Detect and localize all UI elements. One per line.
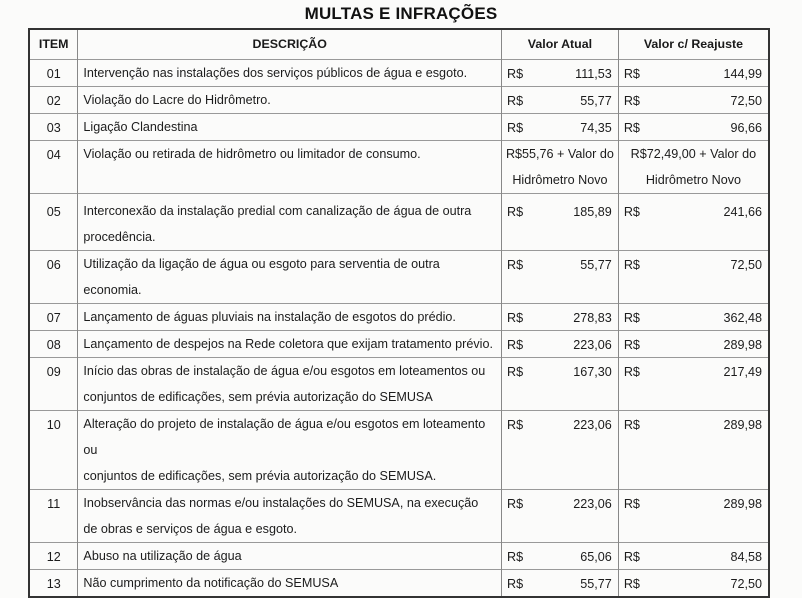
- currency-symbol: R$: [623, 204, 640, 219]
- table-row: [29, 113, 769, 140]
- item-description-cont: de obras e serviços de água e esgoto.: [83, 521, 297, 536]
- item-number: 03: [29, 113, 78, 140]
- item-description: Inobservância das normas e/ou instalações do SEMUSA, na execução: [83, 495, 479, 510]
- valor-atual-note: Hidrômetro Novo: [512, 172, 608, 187]
- currency-symbol: R$: [623, 496, 640, 511]
- valor-reajuste: 72,50: [730, 257, 762, 272]
- document-title: MULTAS E INFRAÇÕES: [304, 4, 498, 23]
- valor-atual: 278,83: [573, 310, 612, 325]
- currency-symbol: R$: [623, 93, 640, 108]
- header-valor-reajuste: Valor c/ Reajuste: [618, 29, 769, 59]
- item-number: 07: [29, 303, 78, 330]
- currency-symbol: R$: [623, 417, 640, 432]
- currency-symbol: R$: [623, 257, 640, 272]
- currency-symbol: R$: [623, 549, 640, 564]
- item-description: Alteração do projeto de instalação de água e/ou esgotos em loteamento ou: [83, 416, 486, 457]
- currency-symbol: R$: [623, 310, 640, 325]
- item-description: Lançamento de águas pluviais na instalação de esgotos do prédio.: [83, 309, 456, 324]
- item-number: 10: [29, 410, 78, 489]
- table-row: [29, 569, 769, 597]
- valor-atual-note: R$55,76 + Valor do: [505, 146, 614, 161]
- valor-atual: 65,06: [580, 549, 612, 564]
- item-description: Violação do Lacre do Hidrômetro.: [83, 92, 271, 107]
- valor-atual: 55,77: [580, 93, 612, 108]
- table-row: [29, 330, 769, 357]
- item-description-cont: procedência.: [83, 229, 156, 244]
- item-number: 05: [29, 193, 78, 250]
- valor-atual: 167,30: [573, 364, 612, 379]
- table-header-row: [29, 29, 769, 59]
- valor-atual: 223,06: [573, 496, 612, 511]
- item-description: Interconexão da instalação predial com canalização de água de outra: [83, 203, 472, 218]
- item-number: 01: [29, 59, 78, 86]
- header-item: ITEM: [29, 29, 78, 59]
- table-row: [29, 357, 769, 410]
- item-description: Abuso na utilização de água: [83, 548, 242, 563]
- currency-symbol: R$: [507, 66, 524, 81]
- item-description-cont: conjuntos de edificações, sem prévia autorização do SEMUSA.: [83, 468, 437, 483]
- currency-symbol: R$: [623, 364, 640, 379]
- valor-reajuste-note: Hidrômetro Novo: [645, 172, 741, 187]
- table-row: [29, 303, 769, 330]
- valor-reajuste: 217,49: [723, 364, 762, 379]
- valor-reajuste: 72,50: [730, 93, 762, 108]
- currency-symbol: R$: [507, 257, 524, 272]
- currency-symbol: R$: [507, 576, 524, 591]
- valor-atual: 223,06: [573, 417, 612, 432]
- item-description: Intervenção nas instalações dos serviços públicos de água e esgoto.: [83, 65, 468, 80]
- table-row: [29, 542, 769, 569]
- table-row: [29, 140, 769, 193]
- item-number: 12: [29, 542, 78, 569]
- valor-reajuste-note: R$72,49,00 + Valor do: [630, 146, 757, 161]
- item-description: Ligação Clandestina: [83, 119, 198, 134]
- table-row: [29, 86, 769, 113]
- currency-symbol: R$: [507, 93, 524, 108]
- table-row: [29, 193, 769, 250]
- currency-symbol: R$: [507, 120, 524, 135]
- header-valor-atual: Valor Atual: [502, 29, 619, 59]
- currency-symbol: R$: [507, 204, 524, 219]
- currency-symbol: R$: [507, 417, 524, 432]
- valor-atual: 111,53: [575, 66, 612, 81]
- table-row: [29, 489, 769, 542]
- item-number: 04: [29, 140, 78, 193]
- valor-atual: 185,89: [573, 204, 612, 219]
- valor-reajuste: 289,98: [723, 417, 762, 432]
- currency-symbol: R$: [623, 66, 640, 81]
- item-description: Utilização da ligação de água ou esgoto para serventia de outra economia.: [83, 256, 440, 297]
- currency-symbol: R$: [507, 337, 524, 352]
- table-row: [29, 59, 769, 86]
- valor-reajuste: 84,58: [730, 549, 762, 564]
- valor-reajuste: 96,66: [730, 120, 762, 135]
- valor-reajuste: 72,50: [730, 576, 762, 591]
- valor-atual: 74,35: [580, 120, 612, 135]
- item-number: 08: [29, 330, 78, 357]
- valor-reajuste: 241,66: [723, 204, 762, 219]
- item-number: 06: [29, 250, 78, 303]
- currency-symbol: R$: [623, 576, 640, 591]
- header-descricao: DESCRIÇÃO: [78, 29, 502, 59]
- currency-symbol: R$: [623, 120, 640, 135]
- table-row: [29, 250, 769, 303]
- fines-table: [28, 28, 770, 598]
- item-description: Não cumprimento da notificação do SEMUSA: [83, 575, 339, 590]
- item-description-cont: conjuntos de edificações, sem prévia autorização do SEMUSA: [83, 389, 433, 404]
- item-description: Lançamento de despejos na Rede coletora que exijam tratamento prévio.: [83, 336, 493, 351]
- currency-symbol: R$: [507, 496, 524, 511]
- currency-symbol: R$: [507, 364, 524, 379]
- valor-reajuste: 144,99: [723, 66, 762, 81]
- table-row: [29, 410, 769, 489]
- item-number: 02: [29, 86, 78, 113]
- valor-reajuste: 362,48: [723, 310, 762, 325]
- currency-symbol: R$: [507, 310, 524, 325]
- valor-reajuste: 289,98: [723, 496, 762, 511]
- item-number: 09: [29, 357, 78, 410]
- valor-atual: 55,77: [580, 257, 612, 272]
- currency-symbol: R$: [623, 337, 640, 352]
- item-number: 13: [29, 569, 78, 597]
- valor-atual: 55,77: [580, 576, 612, 591]
- currency-symbol: R$: [507, 549, 524, 564]
- valor-atual: 223,06: [573, 337, 612, 352]
- valor-reajuste: 289,98: [723, 337, 762, 352]
- item-description: Violação ou retirada de hidrômetro ou limitador de consumo.: [83, 146, 421, 161]
- item-number: 11: [29, 489, 78, 542]
- item-description: Início das obras de instalação de água e/ou esgotos em loteamentos ou: [83, 363, 486, 378]
